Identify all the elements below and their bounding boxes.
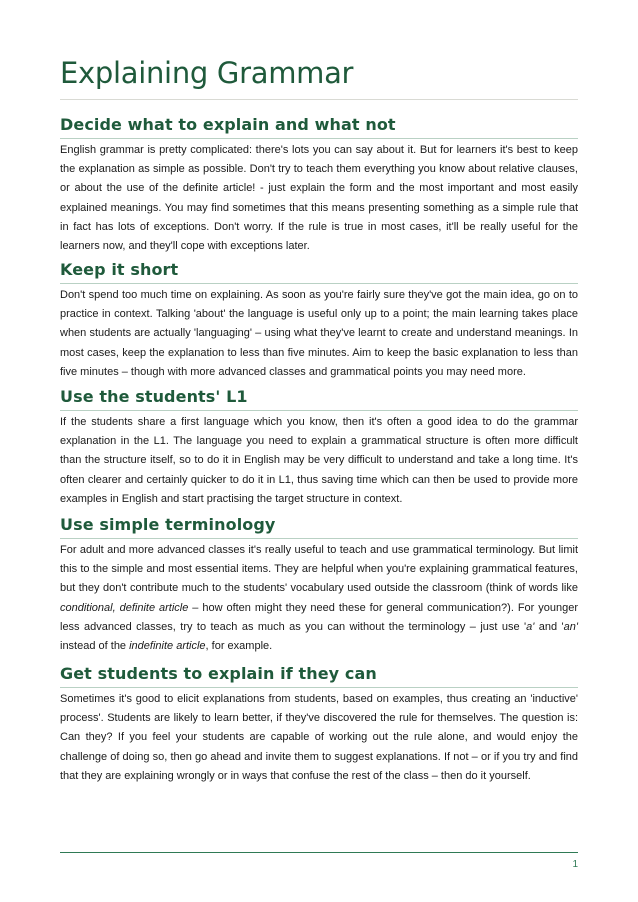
section-decide-what-to-explain (60, 115, 578, 256)
section-use-simple-terminology (60, 515, 578, 656)
section-use-students-l1 (60, 387, 578, 509)
section-heading: Get students to explain if they can (60, 664, 578, 688)
body-emphasis: an' (563, 620, 578, 633)
page-title: Explaining Grammar (60, 56, 354, 90)
section-body (60, 541, 578, 656)
body-text: instead of the (60, 640, 130, 653)
page-number: 1 (572, 859, 578, 870)
section-body: If the students share a first language which you know, then it's often a good idea to do the grammar explanation in the L1. The language you need to explain a grammatical structure is often more difficult than the structure itself, so to do it in English may be very difficult to understand and take a long time. It's often clearer and certainly quicker to do it in L1, thus saving time which can then be used to provide more examples in English and start practising the target structure in context. (60, 416, 578, 505)
section-heading: Use simple terminology (60, 515, 578, 539)
section-keep-it-short (60, 260, 578, 382)
section-heading: Keep it short (60, 260, 578, 284)
body-emphasis: indefinite article (129, 640, 206, 653)
body-emphasis: a' (526, 620, 535, 633)
body-emphasis: conditional, definite article (60, 601, 189, 614)
body-text: and ' (534, 620, 564, 633)
section-heading: Decide what to explain and what not (60, 115, 578, 139)
body-text: For adult and more advanced classes it's really useful to teach and use grammatical terminology. But limit this to the simple and most essential items. They are helpful when you're explaining grammatical features, but they don't contribute much to the students' vocabulary used outside the classroom (think of words like (60, 544, 578, 595)
section-heading: Use the students' L1 (60, 387, 578, 411)
section-get-students-to-explain (60, 664, 578, 786)
body-text: , for example. (205, 640, 273, 653)
body-text: – how often might they need these for general communication?). For younger less advanced classes, try to teach as much as you can without the terminology – just use ' (60, 601, 578, 633)
section-body: English grammar is pretty complicated: there's lots you can say about it. But for learners it's best to keep the explanation as simple as possible. Don't try to teach them everything you know about relative clauses, or about the use of the definite article! - just explain the form and the most important and most easily explained meanings. You may find sometimes that this means presenting something as a simple rule that in fact has lots of exceptions. Don't worry. If the rule is true in most cases, it'll be really useful for the learners now, and they'll cope with exceptions later. (60, 144, 578, 253)
section-body: Don't spend too much time on explaining. As soon as you're fairly sure they've got the main idea, go on to practice in context. Talking 'about' the language is useful only up to a point; the main learning takes place when students are actually 'languaging' – using what they've learnt to create and understand meanings. In most cases, keep the explanation to less than five minutes. Aim to keep the basic explanation to less than five minutes – though with more advanced classes and grammatical points you may need more. (60, 289, 578, 378)
footer-divider (60, 852, 578, 853)
section-body: Sometimes it's good to elicit explanations from students, based on examples, thus creating an 'inductive' process'. Students are likely to learn better, if they've discovered the rule for themselves. The question is: Can they? If you feel your students are capable of working out the rule alone, and would enjoy the challenge of doing so, then go ahead and invite them to suggest explanations. If not – or if you try and find that they are explaining wrongly or in ways that confuse the rest of the class – then do it yourself. (60, 693, 578, 782)
title-divider (60, 99, 578, 100)
